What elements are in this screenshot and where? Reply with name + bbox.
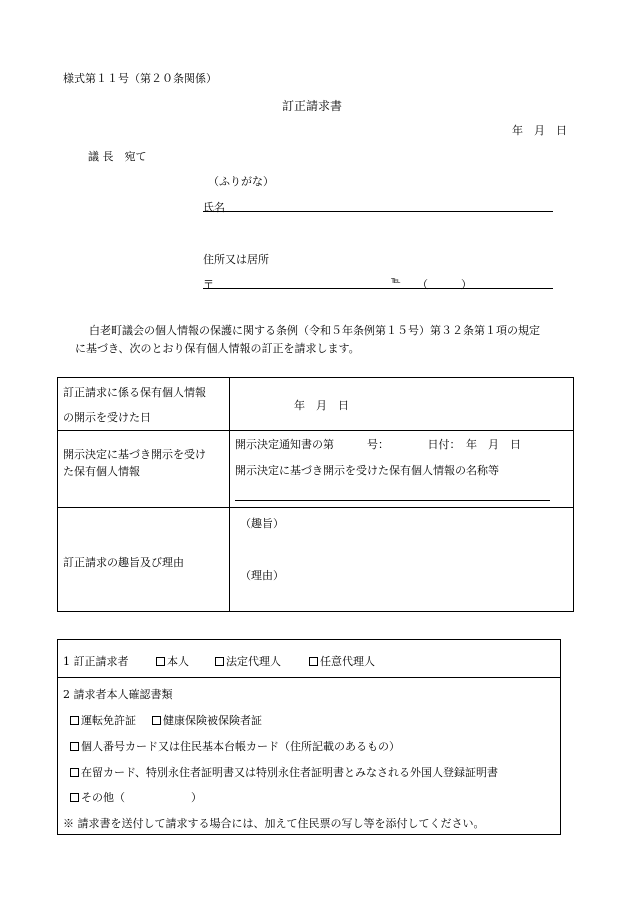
furigana-label: （ふりがな） [208, 175, 274, 188]
requester-label: 1 訂正請求者 [63, 655, 129, 668]
intro-line-2: に基づき、次のとおり保有個人情報の訂正を請求します。 [75, 342, 360, 355]
purpose-reason-label: 訂正請求の趣旨及び理由 [63, 556, 184, 569]
doc-mynumber[interactable]: 個人番号カード又は住民基本台帳カード（住所記載のあるもの） [70, 738, 400, 754]
doc-other[interactable]: その他（ ） [70, 789, 202, 805]
postal-mark: 〒 [203, 278, 214, 291]
tel-parens: （ ） [417, 278, 472, 291]
checkbox-license[interactable] [70, 716, 79, 725]
name-field[interactable] [203, 211, 553, 212]
address-field[interactable] [203, 288, 553, 289]
reason-label[interactable]: （理由） [240, 569, 284, 582]
table1-row-divider-1 [57, 430, 574, 431]
checkbox-residence[interactable] [70, 768, 79, 777]
form-number: 様式第１１号（第２０条関係） [63, 72, 217, 85]
purpose-label[interactable]: （趣旨） [240, 517, 284, 530]
checkbox-self[interactable] [156, 657, 165, 666]
page-title: 訂正請求書 [282, 99, 343, 113]
checkbox-insurance[interactable] [152, 716, 161, 725]
doc-license[interactable]: 運転免許証 [70, 712, 136, 728]
id-docs-title: 2 請求者本人確認書類 [63, 688, 173, 701]
attachment-note: ※ 請求書を送付して請求する場合には、加えて住民票の写し等を添付してください。 [63, 817, 485, 830]
disclosed-info-label-line2: た保有個人情報 [63, 465, 140, 478]
doc-insurance[interactable]: 健康保険被保険者証 [152, 712, 262, 728]
option-self[interactable]: 本人 [156, 653, 189, 669]
option-legal-agent[interactable]: 法定代理人 [215, 653, 281, 669]
table2-row-divider [57, 677, 561, 678]
disclosure-date-value[interactable]: 年 月 日 [294, 399, 349, 412]
table1-divider [229, 377, 230, 612]
table1-row-divider-2 [57, 507, 574, 508]
date-line: 年 月 日 [512, 124, 567, 137]
checkbox-other[interactable] [70, 793, 79, 802]
addressee: 議 長 宛て [88, 150, 147, 163]
name-label: 氏名 [203, 201, 225, 214]
disclosure-notice-line[interactable]: 開示決定通知書の第 号： 日付： 年 月 日 [235, 438, 521, 451]
disclosure-date-label-line2: の開示を受けた日 [63, 411, 151, 424]
disclosed-info-name-field[interactable] [235, 500, 550, 501]
disclosure-date-label-line1: 訂正請求に係る保有個人情報 [63, 386, 206, 399]
disclosed-info-label-line1: 開示決定に基づき開示を受け [63, 448, 206, 461]
checkbox-mynumber[interactable] [70, 742, 79, 751]
disclosed-info-name-label: 開示決定に基づき開示を受けた保有個人情報の名称等 [235, 464, 499, 477]
intro-line-1: 白老町議会の個人情報の保護に関する条例（令和５年条例第１５号）第３２条第１項の規定 [89, 324, 540, 337]
checkbox-voluntary-agent[interactable] [309, 657, 318, 666]
doc-residence[interactable]: 在留カード、特別永住者証明書又は特別永住者証明書とみなされる外国人登録証明書 [70, 764, 498, 780]
address-label: 住所又は居所 [203, 253, 269, 266]
option-voluntary-agent[interactable]: 任意代理人 [309, 653, 375, 669]
checkbox-legal-agent[interactable] [215, 657, 224, 666]
tel-label: ℡ [391, 276, 401, 286]
